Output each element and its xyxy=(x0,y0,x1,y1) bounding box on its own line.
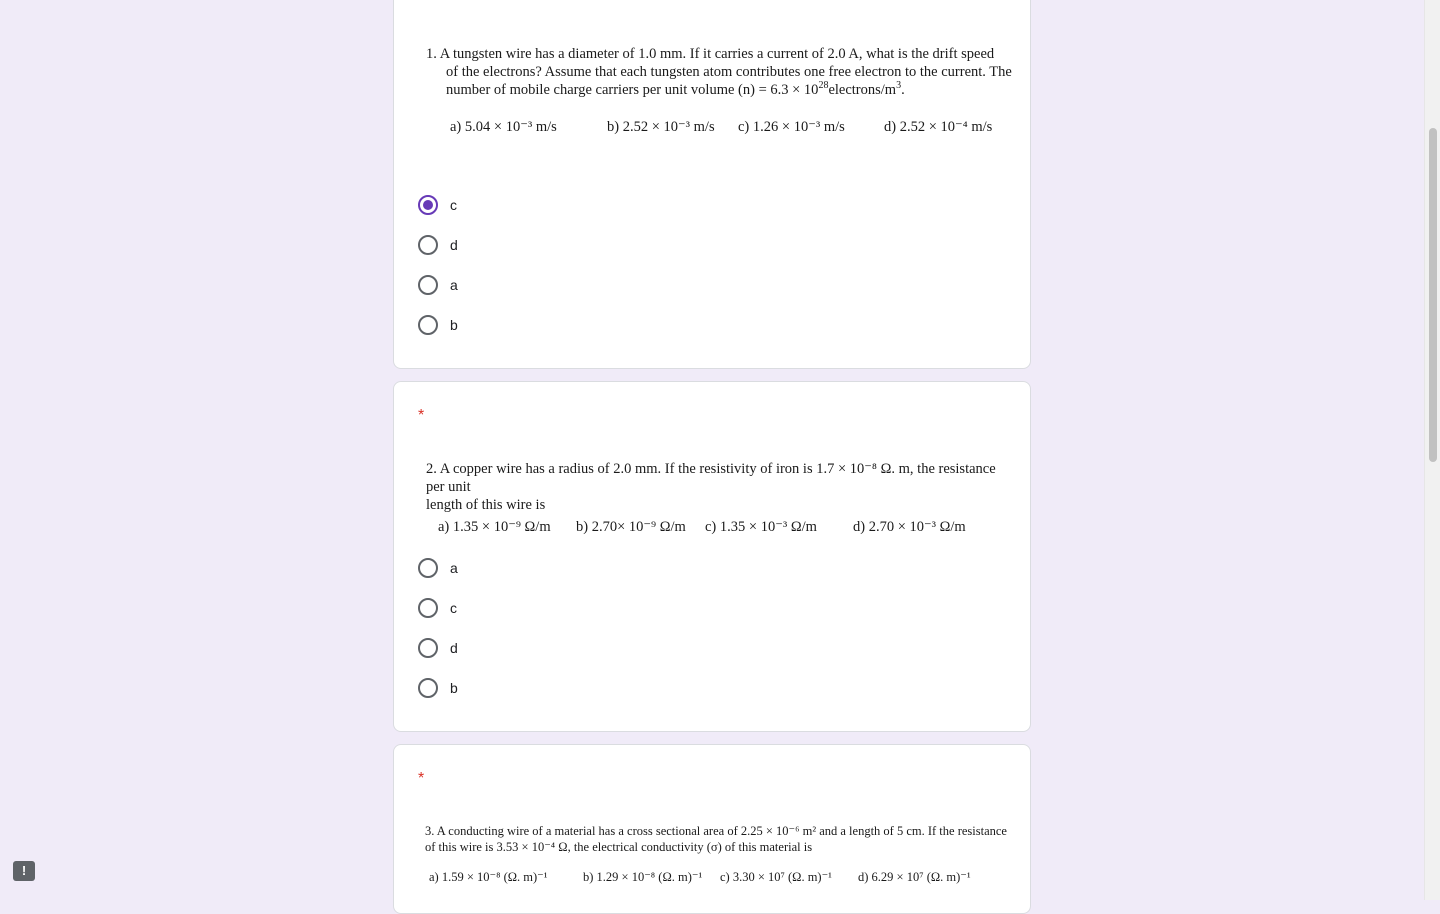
radio-button[interactable] xyxy=(418,558,438,578)
scrollbar[interactable] xyxy=(1424,0,1440,900)
choice-label: b xyxy=(450,680,458,696)
question-1-line-3 xyxy=(426,81,1016,99)
question-3-option-b: b) 1.29 × 10⁻⁸ (Ω. m)⁻¹ xyxy=(583,870,703,884)
question-3-line-1: 3. A conducting wire of a material has a cross sectional area of 2.25 × 10⁻⁶ m² and a length of 5 cm. If the resistance xyxy=(425,824,1007,838)
question-3-options xyxy=(394,869,1032,887)
question-2-option-d: d) 2.70 × 10⁻³ Ω/m xyxy=(853,519,966,535)
q2-choice-d[interactable] xyxy=(418,633,458,663)
q1-choice-c[interactable] xyxy=(418,190,457,220)
choice-label: c xyxy=(450,600,457,616)
report-feedback-icon[interactable]: ! xyxy=(13,861,35,881)
question-2-option-b: b) 2.70× 10⁻⁹ Ω/m xyxy=(576,519,686,535)
question-1-line-1: 1. A tungsten wire has a diameter of 1.0 mm. If it carries a current of 2.0 A, what is the drift speed xyxy=(426,46,995,62)
question-1-line-3b: electrons/m xyxy=(828,82,897,98)
scrollbar-thumb[interactable] xyxy=(1429,128,1437,462)
question-1-option-b: b) 2.52 × 10⁻³ m/s xyxy=(607,119,715,135)
choice-label: a xyxy=(450,277,458,293)
question-card-3 xyxy=(393,744,1031,914)
required-asterisk: * xyxy=(418,770,425,787)
choice-label: d xyxy=(450,640,458,656)
question-3-text xyxy=(425,823,1025,855)
choice-label: b xyxy=(450,317,458,333)
question-1-exponent-2: 3 xyxy=(896,80,902,92)
question-1-option-c: c) 1.26 × 10⁻³ m/s xyxy=(738,119,845,135)
question-2-option-a: a) 1.35 × 10⁻⁹ Ω/m xyxy=(438,519,551,535)
question-1-option-d: d) 2.52 × 10⁻⁴ m/s xyxy=(884,119,993,135)
radio-button[interactable] xyxy=(418,315,438,335)
question-1-option-a: a) 5.04 × 10⁻³ m/s xyxy=(450,119,557,135)
question-card-2 xyxy=(393,381,1031,732)
question-1-line-2: of the electrons? Assume that each tungsten atom contributes one free electron to the current. The xyxy=(446,64,1012,80)
radio-button[interactable] xyxy=(418,638,438,658)
radio-button[interactable] xyxy=(418,235,438,255)
q2-choice-a[interactable] xyxy=(418,553,458,583)
question-2-options xyxy=(394,519,1032,539)
choice-label: a xyxy=(450,560,458,576)
question-1-exponent: 28 xyxy=(818,80,829,92)
question-2-line-1: 2. A copper wire has a radius of 2.0 mm. If the resistivity of iron is 1.7 × 10⁻⁸ Ω. m, the resistance per unit xyxy=(426,461,996,495)
question-1-line-3c: . xyxy=(901,82,905,98)
q1-choice-d[interactable] xyxy=(418,230,458,260)
radio-button[interactable] xyxy=(418,598,438,618)
question-1-options xyxy=(394,119,1032,139)
question-1-line-3a: number of mobile charge carriers per unit volume (n) = 6.3 × 10 xyxy=(446,82,819,98)
question-3-option-a: a) 1.59 × 10⁻⁸ (Ω. m)⁻¹ xyxy=(429,870,548,884)
question-1-text xyxy=(426,45,1016,99)
question-2-line-2: length of this wire is xyxy=(426,497,546,513)
choice-label: c xyxy=(450,197,457,213)
required-asterisk: * xyxy=(418,407,425,424)
radio-button[interactable] xyxy=(418,275,438,295)
q1-choice-b[interactable] xyxy=(418,310,458,340)
q2-choice-c[interactable] xyxy=(418,593,457,623)
question-2-option-c: c) 1.35 × 10⁻³ Ω/m xyxy=(705,519,817,535)
radio-button-checked[interactable] xyxy=(418,195,438,215)
question-3-line-2: of this wire is 3.53 × 10⁻⁴ Ω, the electrical conductivity (σ) of this material is xyxy=(425,840,813,854)
question-card-1 xyxy=(393,0,1031,369)
q2-choice-b[interactable] xyxy=(418,673,458,703)
question-2-text xyxy=(426,460,1016,514)
question-3-option-d: d) 6.29 × 10⁷ (Ω. m)⁻¹ xyxy=(858,870,971,884)
radio-button[interactable] xyxy=(418,678,438,698)
choice-label: d xyxy=(450,237,458,253)
question-3-option-c: c) 3.30 × 10⁷ (Ω. m)⁻¹ xyxy=(720,870,832,884)
q1-choice-a[interactable] xyxy=(418,270,458,300)
